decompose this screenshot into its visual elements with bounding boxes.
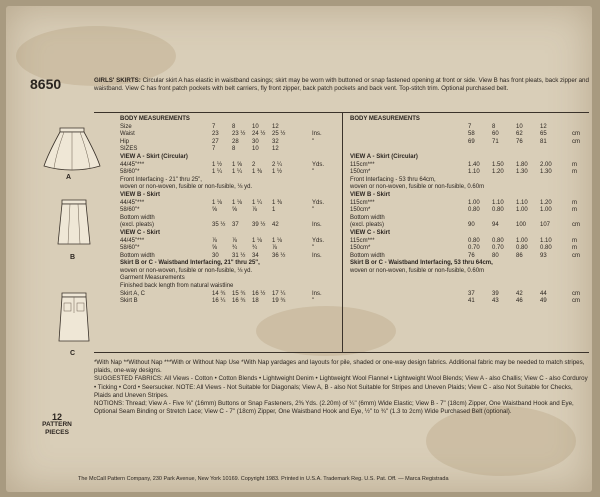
row-unit: " bbox=[312, 298, 315, 305]
metric-table bbox=[350, 116, 586, 306]
table-row bbox=[350, 131, 586, 139]
row-label: 44/45"*** bbox=[120, 237, 145, 244]
table-row bbox=[120, 169, 342, 177]
table-row bbox=[120, 298, 342, 306]
row-unit: " bbox=[312, 138, 315, 145]
stain bbox=[426, 406, 576, 476]
row-label: VIEW B - Skirt bbox=[120, 191, 161, 198]
row-label: (excl. pleats) bbox=[350, 222, 385, 229]
row-value: 1 ⅜ bbox=[272, 199, 283, 206]
stain bbox=[256, 306, 396, 356]
imperial-table bbox=[120, 116, 342, 306]
row-value: 1.80 bbox=[516, 161, 528, 168]
row-unit: m bbox=[572, 199, 577, 206]
row-value: 1.00 bbox=[516, 237, 528, 244]
row-value: 15 ¾ bbox=[232, 290, 246, 297]
row-value: 1 ½ bbox=[272, 169, 283, 176]
row-value: 1 ⅛ bbox=[232, 199, 243, 206]
row-value: 80 bbox=[492, 252, 499, 259]
nap-note: *With Nap **Without Nap ***With or Without Nap Use *With Nap yardages and layouts for pile, shaded or one-way design fabrics. Additional fabric may be needed to match stripes, plaids, one-way designs. bbox=[94, 359, 585, 375]
table-row bbox=[120, 230, 342, 238]
intro-heading: GIRLS' SKIRTS: bbox=[94, 77, 141, 84]
row-label: Hip bbox=[120, 138, 130, 145]
row-unit: " bbox=[312, 169, 315, 176]
row-value: 8 bbox=[492, 123, 496, 130]
row-value: 1 ¼ bbox=[232, 169, 243, 176]
row-value: 32 bbox=[272, 138, 279, 145]
pattern-pieces bbox=[32, 413, 82, 437]
row-value: 107 bbox=[540, 222, 551, 229]
row-value: ⅝ bbox=[232, 207, 238, 214]
row-value: 8 bbox=[232, 146, 236, 153]
row-value: 1.00 bbox=[468, 199, 480, 206]
row-value: 1 ¼ bbox=[212, 169, 223, 176]
row-label: Finished back length from natural waistline bbox=[120, 283, 234, 290]
table-row bbox=[350, 124, 586, 132]
row-value: 60 bbox=[492, 131, 499, 138]
row-unit: cm bbox=[572, 222, 580, 229]
row-unit: m bbox=[572, 237, 577, 244]
row-value: 76 bbox=[516, 138, 523, 145]
table-row bbox=[120, 215, 342, 223]
row-value: 69 bbox=[468, 138, 475, 145]
row-unit: cm bbox=[572, 138, 580, 145]
table-row bbox=[120, 139, 342, 147]
row-value: 1 ⅛ bbox=[272, 237, 283, 244]
row-value: 90 bbox=[468, 222, 475, 229]
row-label: Bottom width bbox=[120, 252, 155, 259]
row-value: 0.80 bbox=[492, 237, 504, 244]
row-value: 7 bbox=[212, 123, 216, 130]
table-row bbox=[350, 192, 586, 200]
row-unit: m bbox=[572, 245, 577, 252]
copyright-footer: The McCall Pattern Company, 230 Park Avenue, New York 10169. Copyright 1983. Printed in U.S.A. Trademark Reg. U.S. Pat. Off. — Marca Registrada bbox=[78, 476, 449, 482]
row-value: 31 ½ bbox=[232, 252, 246, 259]
row-value: 1.20 bbox=[492, 169, 504, 176]
row-value: 93 bbox=[540, 252, 547, 259]
row-value: 37 bbox=[468, 290, 475, 297]
row-value: 16 ¾ bbox=[232, 298, 246, 305]
table-row bbox=[350, 215, 586, 223]
row-unit: cm bbox=[572, 252, 580, 259]
row-unit: Ins. bbox=[312, 290, 322, 297]
row-value: 16 ½ bbox=[252, 290, 266, 297]
row-value: 46 bbox=[516, 298, 523, 305]
row-value: 7 bbox=[468, 123, 472, 130]
row-label: woven or non-woven, fusible or non-fusible, ⅛ yd. bbox=[120, 184, 253, 191]
table-row bbox=[350, 200, 586, 208]
table-row bbox=[120, 146, 342, 154]
row-label: VIEW C - Skirt bbox=[120, 229, 161, 236]
row-label: Bottom width bbox=[350, 214, 385, 221]
table-row bbox=[350, 169, 586, 177]
table-row bbox=[350, 146, 586, 154]
row-value: 0.80 bbox=[540, 245, 552, 252]
row-value: ⅞ bbox=[272, 245, 278, 252]
row-value: 1 ¼ bbox=[252, 199, 263, 206]
table-row bbox=[350, 291, 586, 299]
row-value: 42 bbox=[516, 290, 523, 297]
row-value: 28 bbox=[232, 138, 239, 145]
row-label: 115cm*** bbox=[350, 237, 375, 244]
table-row bbox=[350, 116, 586, 124]
row-value: 30 bbox=[252, 138, 259, 145]
row-value: 76 bbox=[468, 252, 475, 259]
notions: NOTIONS: Thread; View A - Five ⅝" (16mm) Buttons or Snap Fasteners, 2⅜ Yds. (2.20m) of ¼" (6mm) Wide Elastic; View B - 7" (18cm) Zipper, One Waistband Hook and Eye, Optional Seam Binding or Stretch Lace; View C - 7" (18cm) Zipper, One Waistband Hook and Eye, ½" to ¾" (1.3 to 2cm) Wide Purchased Belt (optional). bbox=[94, 400, 574, 416]
table-row bbox=[350, 162, 586, 170]
row-label: woven or non-woven, fusible or non-fusible, ⅛ yd. bbox=[120, 267, 253, 274]
row-value: 12 bbox=[272, 146, 279, 153]
row-value: 1.10 bbox=[492, 199, 504, 206]
table-row bbox=[120, 245, 342, 253]
row-value: ⅝ bbox=[212, 207, 218, 214]
row-value: 23 bbox=[212, 131, 219, 138]
row-value: 1 ⅛ bbox=[212, 199, 223, 206]
pieces-label: PATTERN PIECES bbox=[42, 421, 72, 436]
view-b-label: B bbox=[70, 254, 76, 261]
row-label: Skirt B or C - Waistband Interfacing, 53 thru 64cm, bbox=[350, 260, 493, 267]
table-row bbox=[350, 260, 586, 268]
row-value: 2 bbox=[252, 161, 256, 168]
view-b-sketch bbox=[54, 198, 94, 246]
row-label: Garment Measurements bbox=[120, 275, 185, 282]
row-value: 10 bbox=[252, 146, 259, 153]
row-value: 62 bbox=[516, 131, 523, 138]
pattern-envelope-back bbox=[6, 6, 592, 492]
row-value: 17 ¼ bbox=[272, 290, 286, 297]
row-value: 1.30 bbox=[540, 169, 552, 176]
row-value: 65 bbox=[540, 131, 547, 138]
row-value: 0.80 bbox=[468, 207, 480, 214]
table-row bbox=[120, 184, 342, 192]
table-row bbox=[120, 260, 342, 268]
row-value: 1.20 bbox=[540, 199, 552, 206]
row-value: 18 bbox=[252, 298, 259, 305]
row-value: 86 bbox=[516, 252, 523, 259]
row-unit: m bbox=[572, 169, 577, 176]
view-c-label: C bbox=[70, 350, 76, 357]
row-value: 1.10 bbox=[540, 237, 552, 244]
row-label: Skirt A, C bbox=[120, 290, 146, 297]
row-value: 1.10 bbox=[468, 169, 480, 176]
row-value: 10 bbox=[516, 123, 523, 130]
row-value: 39 ½ bbox=[252, 222, 266, 229]
row-label: BODY MEASUREMENTS bbox=[120, 116, 190, 122]
table-row bbox=[350, 268, 586, 276]
table-row bbox=[120, 192, 342, 200]
pattern-number: 8650 bbox=[30, 76, 62, 92]
row-value: 12 bbox=[272, 123, 279, 130]
row-unit: cm bbox=[572, 298, 580, 305]
table-row bbox=[350, 275, 586, 283]
view-a-label: A bbox=[66, 174, 72, 181]
row-value: 7 bbox=[212, 146, 216, 153]
row-value: 1 ⅛ bbox=[252, 237, 263, 244]
row-unit: Ins. bbox=[312, 131, 322, 138]
row-unit: Yds. bbox=[312, 237, 325, 244]
row-value: 12 bbox=[540, 123, 547, 130]
table-row bbox=[120, 291, 342, 299]
row-unit: " bbox=[312, 207, 315, 214]
row-value: 0.70 bbox=[468, 245, 480, 252]
row-value: 94 bbox=[492, 222, 499, 229]
row-label: woven or non-woven, fusible or non-fusible, 0.60m bbox=[350, 267, 485, 274]
row-label: 44/45"*** bbox=[120, 161, 145, 168]
table-row bbox=[350, 230, 586, 238]
row-value: 42 bbox=[272, 222, 279, 229]
row-value: 37 bbox=[232, 222, 239, 229]
row-value: 25 ½ bbox=[272, 131, 286, 138]
row-label: BODY MEASUREMENTS bbox=[350, 116, 420, 122]
table-row bbox=[350, 238, 586, 246]
row-label: SIZES bbox=[120, 146, 138, 153]
row-label: 150cm* bbox=[350, 245, 371, 252]
table-row bbox=[120, 162, 342, 170]
row-value: 1 ½ bbox=[212, 161, 223, 168]
row-value: 16 ¼ bbox=[212, 298, 226, 305]
row-label: Bottom width bbox=[350, 252, 385, 259]
row-label: 58/60"* bbox=[120, 169, 140, 176]
row-label: Front Interfacing - 53 thru 64cm, bbox=[350, 176, 436, 183]
row-value: 49 bbox=[540, 298, 547, 305]
table-row bbox=[350, 253, 586, 261]
table-row bbox=[350, 245, 586, 253]
row-value: 100 bbox=[516, 222, 527, 229]
table-divider bbox=[342, 112, 343, 352]
row-value: 1.00 bbox=[516, 207, 528, 214]
row-value: 1.50 bbox=[492, 161, 504, 168]
table-bottom-rule bbox=[94, 352, 589, 353]
table-row bbox=[120, 275, 342, 283]
table-row bbox=[120, 207, 342, 215]
table-row bbox=[350, 177, 586, 185]
row-value: ⅞ bbox=[212, 237, 218, 244]
row-label: Front Interfacing - 21" thru 25", bbox=[120, 176, 202, 183]
table-row bbox=[120, 268, 342, 276]
table-row bbox=[350, 207, 586, 215]
row-label: Waist bbox=[120, 131, 135, 138]
row-value: ⅞ bbox=[232, 237, 238, 244]
table-row bbox=[120, 131, 342, 139]
table-row bbox=[120, 253, 342, 261]
table-row bbox=[350, 283, 586, 291]
table-row bbox=[350, 184, 586, 192]
table-row bbox=[120, 154, 342, 162]
row-value: ⅝ bbox=[212, 245, 218, 252]
row-value: ¾ bbox=[252, 245, 258, 252]
row-label: 150cm* bbox=[350, 169, 371, 176]
row-value: 0.80 bbox=[468, 237, 480, 244]
row-value: 27 bbox=[212, 138, 219, 145]
view-a-sketch bbox=[42, 124, 102, 172]
row-label: VIEW B - Skirt bbox=[350, 191, 391, 198]
row-label: VIEW A - Skirt (Circular) bbox=[350, 153, 418, 160]
row-value: 8 bbox=[232, 123, 236, 130]
row-label: 58/60"* bbox=[120, 245, 140, 252]
row-label: Skirt B or C - Waistband Interfacing, 21" thru 25", bbox=[120, 260, 260, 267]
table-row bbox=[350, 154, 586, 162]
row-value: 24 ½ bbox=[252, 131, 266, 138]
row-unit: m bbox=[572, 161, 577, 168]
row-label: 115cm*** bbox=[350, 199, 375, 206]
table-row bbox=[350, 298, 586, 306]
table-row bbox=[120, 124, 342, 132]
row-label: Size bbox=[120, 123, 132, 130]
row-value: 1.40 bbox=[468, 161, 480, 168]
row-label: Skirt B bbox=[120, 298, 138, 305]
row-unit: " bbox=[312, 245, 315, 252]
intro-body: Circular skirt A has elastic in waistband casings; skirt may be worn with buttoned or snap fastened opening at front or side. View B has front pleats, back zipper and waistband. View C has front patch pockets with belt carriers, fly front zipper, back patch pockets and back vent. Top-stitch trim. Optional purchased belt. bbox=[94, 77, 589, 92]
row-value: 39 bbox=[492, 290, 499, 297]
row-value: 36 ½ bbox=[272, 252, 286, 259]
row-label: 150cm* bbox=[350, 207, 371, 214]
row-value: ⅞ bbox=[252, 207, 258, 214]
suggested-fabrics: SUGGESTED FABRICS: All Views - Cotton • Cotton Blends • Lightweight Denim • Lightweight Wool Flannel • Lightweight Wool Blends; View A - also Challis; View C - also Corduroy • Ticking • Cord • Seersucker. NOTE: All Views - Not Suitable for Diagonals; View A, B - also Not Suitable for Stripes and Uneven Plaids; View C - also Not Suitable for Checks, Plaids and Uneven Stripes. bbox=[94, 375, 588, 399]
row-unit: Ins. bbox=[312, 252, 322, 259]
row-label: VIEW C - Skirt bbox=[350, 229, 391, 236]
row-value: 44 bbox=[540, 290, 547, 297]
row-label: 58/60"* bbox=[120, 207, 140, 214]
row-value: 30 bbox=[212, 252, 219, 259]
row-value: 1 ⅜ bbox=[252, 169, 263, 176]
table-row bbox=[350, 139, 586, 147]
row-label: Bottom width bbox=[120, 214, 155, 221]
row-label: 115cm*** bbox=[350, 161, 375, 168]
row-value: 35 ½ bbox=[212, 222, 226, 229]
table-row bbox=[120, 116, 342, 124]
row-value: 1.30 bbox=[516, 169, 528, 176]
intro-text bbox=[94, 77, 589, 93]
row-value: 71 bbox=[492, 138, 499, 145]
row-unit: cm bbox=[572, 290, 580, 297]
row-value: 0.80 bbox=[516, 245, 528, 252]
row-label: (excl. pleats) bbox=[120, 222, 155, 229]
table-row bbox=[350, 222, 586, 230]
row-value: 1 ⅝ bbox=[232, 161, 243, 168]
row-value: 81 bbox=[540, 138, 547, 145]
view-c-sketch bbox=[54, 291, 94, 343]
row-value: 1 bbox=[272, 207, 276, 214]
row-unit: Yds. bbox=[312, 199, 325, 206]
pieces-count: 12 bbox=[51, 412, 62, 422]
row-value: 19 ¾ bbox=[272, 298, 286, 305]
row-value: 0.70 bbox=[492, 245, 504, 252]
row-unit: cm bbox=[572, 131, 580, 138]
row-value: 58 bbox=[468, 131, 475, 138]
table-row bbox=[120, 177, 342, 185]
row-label: woven or non-woven, fusible or non-fusible, 0.60m bbox=[350, 184, 485, 191]
row-unit: Ins. bbox=[312, 222, 322, 229]
row-value: 1.00 bbox=[540, 207, 552, 214]
row-value: 14 ¾ bbox=[212, 290, 226, 297]
row-label: 44/45"*** bbox=[120, 199, 145, 206]
notes-section bbox=[94, 359, 589, 416]
table-row bbox=[120, 222, 342, 230]
row-value: 10 bbox=[252, 123, 259, 130]
row-value: 1.10 bbox=[516, 199, 528, 206]
row-unit: Yds. bbox=[312, 161, 325, 168]
table-row bbox=[120, 238, 342, 246]
table-row bbox=[120, 200, 342, 208]
row-value: 2 ¼ bbox=[272, 161, 283, 168]
row-value: 2.00 bbox=[540, 161, 552, 168]
row-value: 34 bbox=[252, 252, 259, 259]
row-label: VIEW A - Skirt (Circular) bbox=[120, 153, 188, 160]
row-value: 23 ½ bbox=[232, 131, 246, 138]
row-value: 41 bbox=[468, 298, 475, 305]
table-row bbox=[120, 283, 342, 291]
row-value: 0.80 bbox=[492, 207, 504, 214]
row-unit: m bbox=[572, 207, 577, 214]
row-value: ¾ bbox=[232, 245, 238, 252]
row-value: 43 bbox=[492, 298, 499, 305]
